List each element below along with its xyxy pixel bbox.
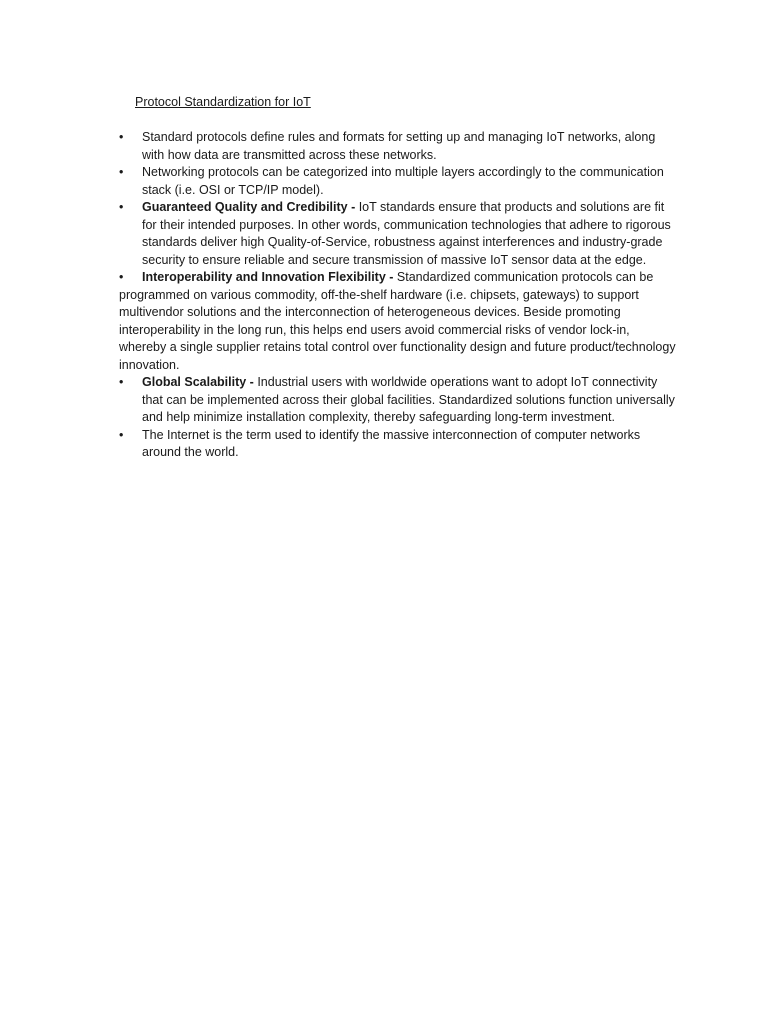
bullet-icon: • [119,165,124,179]
bullet-icon: • [119,427,124,442]
list-item-text: Standardized communication protocols can be programmed on various commodity, off-the-shelf hardware (i.e. chipsets, gateways) to support multivendor solutions and the interconnection of heterogeneous devices. Beside promoting interoperability in the long run, this helps end users avoid commercial risks of vendor lock-in, whereby a single supplier retains total control over functionality design and future product/technology innovation. [119,270,676,372]
list-item-heading: Guaranteed Quality and Credibility - [142,200,356,214]
list-item-text: Standard protocols define rules and formats for setting up and managing IoT networks, along with how data are transmitted across these networks. [142,130,656,162]
bullet-list [119,129,679,462]
list-item-text: Networking protocols can be categorized into multiple layers accordingly to the communication stack (i.e. OSI or TCP/IP model). [142,165,664,197]
list-item-text: The Internet is the term used to identify the massive interconnection of computer networks around the world. [142,427,641,459]
list-item [119,374,679,427]
list-item-heading: Interoperability and Innovation Flexibility - [142,270,394,284]
list-item [119,427,679,462]
list-item [119,199,679,269]
list-item [119,269,679,374]
list-item-text: Industrial users with worldwide operations want to adopt IoT connectivity that can be implemented across their global facilities. Standardized solutions function universally and help minimize installation complexity, thereby safeguarding long-term investment. [142,375,675,424]
bullet-icon: • [119,130,124,144]
bullet-icon: • [119,375,124,389]
list-item [119,129,679,164]
list-item [119,164,679,199]
document-title: Protocol Standardization for IoT [135,95,311,109]
bullet-icon: • [119,200,124,214]
bullet-icon: • [119,270,124,284]
list-item-heading: Global Scalability - [142,375,254,389]
list-item-text: IoT standards ensure that products and solutions are fit for their intended purposes. In other words, communication technologies that adhere to rigorous standards deliver high Quality-of-Service, robustness against interferences and industry-grade security to ensure reliable and secure transmission of massive IoT sensor data at the edge. [142,200,671,267]
